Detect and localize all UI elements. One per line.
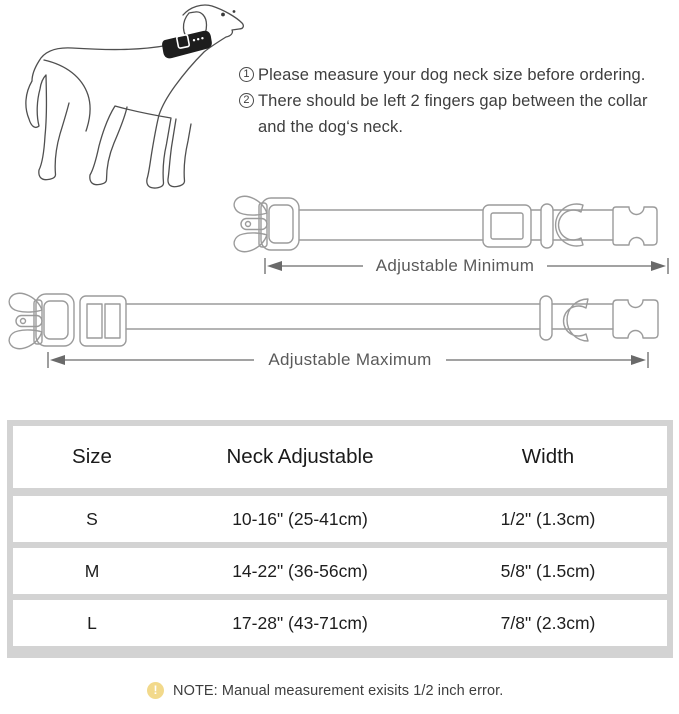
size-table-header <box>13 426 667 488</box>
size-table <box>7 420 673 658</box>
buckle-frame-inner <box>269 205 293 243</box>
table-row-s <box>13 496 667 542</box>
table-row-m <box>13 548 667 594</box>
instruction-text-1: Please measure your dog neck size before ordering. <box>258 66 646 84</box>
arrowhead-left-icon <box>267 261 282 271</box>
exclamation-icon: ! <box>147 682 164 699</box>
buckle-prong-hole <box>246 222 251 227</box>
instruction-item-2 <box>239 88 677 140</box>
collar-diagram-maximum <box>0 282 679 390</box>
instruction-text-2: There should be left 2 fingers gap between the collar and the dog‘s neck. <box>258 92 648 136</box>
column-header-size: Size <box>72 445 112 468</box>
double-slider-inner-right <box>105 304 120 338</box>
dog-body-outline <box>90 5 244 188</box>
table-row-l <box>13 600 667 646</box>
double-slider-inner-left <box>87 304 102 338</box>
keeper-loop <box>540 296 552 340</box>
adjustable-maximum-label: Adjustable Maximum <box>268 350 432 369</box>
buckle-prong-hole <box>21 319 26 324</box>
cell-neck: 14-22" (36-56cm) <box>232 560 368 581</box>
arrowhead-right-icon <box>631 355 646 365</box>
cell-width: 1/2" (1.3cm) <box>500 508 596 529</box>
buckle-wing-top <box>9 293 42 312</box>
keeper-loop <box>541 204 553 248</box>
buckle-male-end <box>613 207 657 245</box>
cell-size: S <box>86 508 98 529</box>
buckle-wing-top <box>234 196 267 215</box>
arrowhead-left-icon <box>50 355 65 365</box>
dog-back-tail <box>26 45 169 180</box>
note-text: NOTE: Manual measurement exisits 1/2 inch error. <box>173 682 504 699</box>
dog-eye <box>221 13 225 17</box>
cell-size: L <box>87 612 97 633</box>
cell-neck: 17-28" (43-71cm) <box>232 612 368 633</box>
dog-collar-stud <box>197 38 199 40</box>
dog-far-front-leg <box>168 119 191 187</box>
slider <box>483 205 531 247</box>
cell-neck: 10-16" (25-41cm) <box>232 508 368 529</box>
cell-width: 7/8" (2.3cm) <box>500 612 596 633</box>
column-header-neck: Neck Adjustable <box>226 445 374 468</box>
buckle-frame-inner <box>44 301 68 339</box>
instructions <box>239 62 677 140</box>
circled-number-2-icon: 2 <box>239 93 254 108</box>
dog-collar-stud <box>201 37 203 39</box>
note <box>147 682 503 699</box>
d-ring <box>564 299 588 341</box>
instruction-item-1 <box>239 62 677 88</box>
buckle-wing-bottom <box>234 233 267 252</box>
dog-illustration <box>6 2 250 198</box>
dog-thigh <box>44 60 90 131</box>
column-header-width: Width <box>521 445 575 468</box>
cell-size: M <box>84 560 100 581</box>
adjustable-minimum-label: Adjustable Minimum <box>375 256 535 275</box>
cell-width: 5/8" (1.5cm) <box>500 560 596 581</box>
slider-inner <box>491 213 523 239</box>
buckle-male-end <box>613 300 658 338</box>
circled-number-1-icon: 1 <box>239 67 254 82</box>
arrowhead-right-icon <box>651 261 666 271</box>
dog-collar-stud <box>193 39 195 41</box>
dog-nose-dot <box>233 10 236 13</box>
